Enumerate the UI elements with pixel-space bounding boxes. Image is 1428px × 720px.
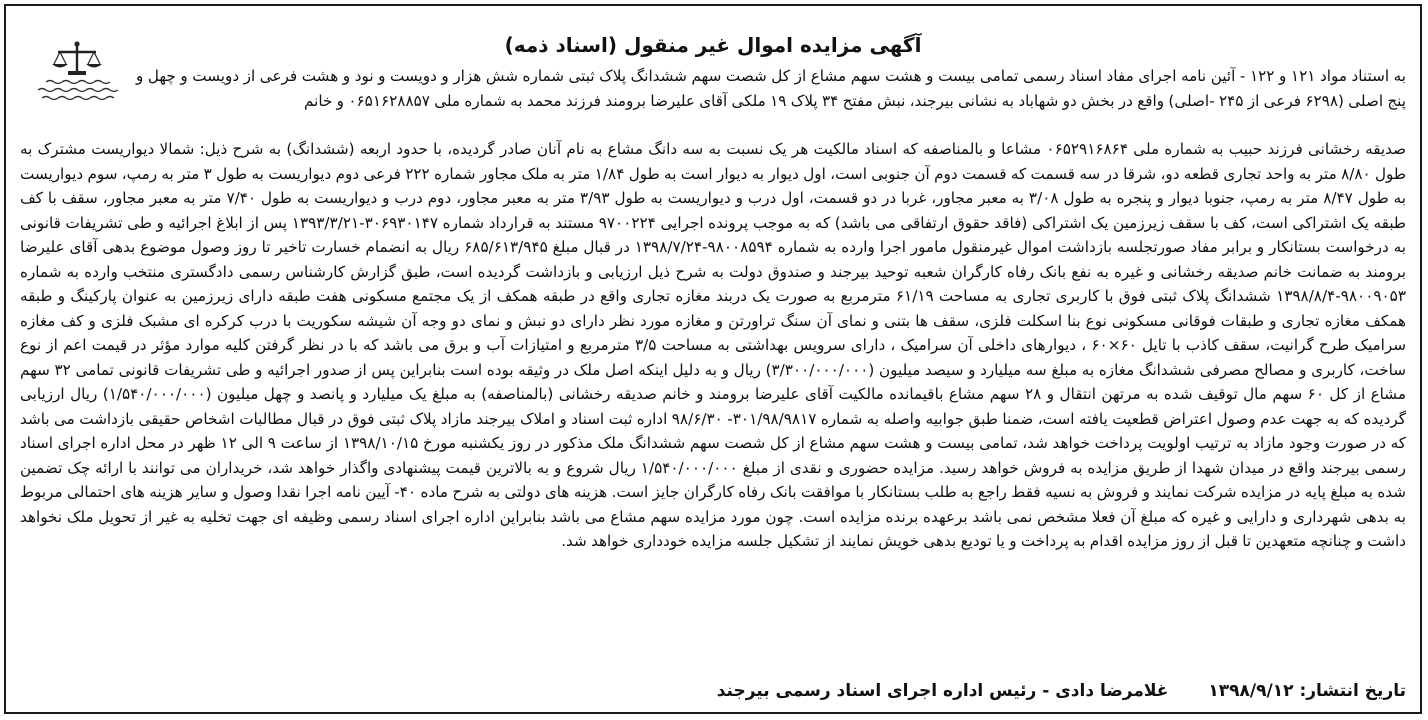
signatory: غلامرضا دادی - رئیس اداره اجرای اسناد رسمی بیرجند: [716, 681, 1169, 701]
notice-footer: [20, 678, 1406, 704]
notice-body-main-block: صدیقه رخشانی فرزند حبیب به شماره ملی ۰۶۵۲۹۱۶۸۶۴ مشاعا و بالمناصفه که اسناد مالکیت هر یک نسبت به سه دانگ مشاع به نام آنان صادر گردیده، با حدود اربعه (ششدانگ) به شرح ذیل: شمالا دیواریست مشترک به طول ۸/۸۰ متر به واحد تجاری قطعه دو، شرقا در سه قسمت که قسمت دوم آن جنوبی است، اول دیوار به دیوار است به طول ۱/۸۴ متر به ملک مجاور شماره ۲۲۲ فرعی دوم دیواریست به طول ۳ متر به رمپ، سوم دیواریست به طول ۸/۴۷ متر به رمپ، جنوبا دیوار و پنجره به طول ۳/۰۸ به معبر مجاور، غربا در دو قسمت، اول درب و دیواریست به طول ۳/۹۳ متر به معبر مجاور، دوم درب و دیواریست به طول ۷/۴۰ متر به معبر مجاور، سقف با کف طبقه یک اشتراکی است، کف با سقف زیرزمین یک اشتراکی (فاقد حقوق ارتفاقی می باشد) که به موجب پرونده اجرایی ۹۷۰۰۲۲۴ مستند به قرارداد شماره ۳۰۶۹۳۰۱۴۷-۱۳۹۳/۳/۲۱ پس از ابلاغ اجرائیه و طی تشریفات قانونی به درخواست بستانکار و برابر مفاد صورتجلسه بازداشت اموال غیرمنقول مامور اجرا وارده به شماره ۹۸۰۰۸۵۹۴-۱۳۹۸/۷/۲۴ در قبال مبلغ ۶۸۵/۶۱۳/۹۴۵ ریال به انضمام خسارت تاخیر تا روز وصول موضوع بدهی آقای علیرضا برومند به ضمانت خانم صدیقه رخشانی و غیره به نفع بانک رفاه کارگران شعبه توحید بیرجند و صندوق دولت به شرح ذیل ارزیابی و بازداشت گردیده است، طبق گزارش کارشناس رسمی دادگستری منتخب وارده به شماره ۹۸۰۰۹۰۵۳-۱۳۹۸/۸/۴ ششدانگ پلاک ثبتی فوق با کاربری تجاری به مساحت ۶۱/۱۹ مترمربع به صورت یک دربند مغازه تجاری واقع در طبقه همکف از یک مجتمع مسکونی هفت طبقه دارای زیرزمین به عنوان پارکینگ و طبقه همکف مغازه تجاری و طبقات فوقانی مسکونی نوع بنا اسکلت فلزی، سقف ها بتنی و نمای آن سنگ تراورتن و مغازه مورد نظر دارای دو نبش و نمای دو وجه آن شیشه سکوریت با درب کرکره ای مشبک فلزی و کف مغازه سرامیک طرح گرانیت، سقف کاذب با تایل ۶۰×۶۰ ، دیوارهای داخلی آن سرامیک ، دارای سرویس بهداشتی به مساحت ۳/۵ مترمربع و امتیازات آب و برق می باشد که با در نظر گرفتن کلیه موارد مؤثر در قیمت اعم از نوع ساخت، کاربری و مصالح مصرفی ششدانگ مغازه به مبلغ سه میلیارد و سیصد میلیون (۳/۳۰۰/۰۰۰/۰۰۰) ریال و به دلیل اینکه اصل ملک در وثیقه بوده است بنابراین پس از صدور اجرائیه و طی تشریفات قانونی تمامی ۳۲ سهم مشاع از کل ۶۰ سهم مال توقیف شده به مرتهن انتقال و ۲۸ سهم مشاع باقیمانده مالکیت آقای علیرضا برومند و خانم صدیقه رخشانی (بالمناصفه) به مبلغ یک میلیارد و پانصد و چهل میلیون (۱/۵۴۰/۰۰۰/۰۰۰) ریال ارزیابی گردیده که به جهت عدم وصول اعتراض قطعیت یافته است، ضمنا طبق جوابیه واصله به شماره ۳۰۱/۹۸/۹۸۱۷- ۹۸/۶/۳۰ اداره ثبت اسناد و املاک بیرجند مازاد پلاک ثبتی فوق در قبال مطالبات اشخاص حقیقی بازداشت می باشد که در صورت وجود مازاد به ترتیب اولویت پرداخت خواهد شد، تمامی بیست و هشت سهم مشاع از کل شصت سهم ششدانگ ملک مذکور در روز یکشنبه مورخ ۱۳۹۸/۱۰/۱۵ از ساعت ۹ الی ۱۲ ظهر در محل اداره اجرای اسناد رسمی بیرجند واقع در میدان شهدا از طریق مزایده به فروش خواهد رسید. مزایده حضوری و نقدی از مبلغ ۱/۵۴۰/۰۰۰/۰۰۰ ریال شروع و به بالاترین قیمت پیشنهادی واگذار خواهد شد، خریداران می توانند با ارائه چک تضمین شده به مبلغ پایه در مزایده شرکت نمایند و فروش به نسیه فقط راجع به طلب بستانکار با موافقت بانک رفاه کارگران جایز است. هزینه های دولتی به شرح ماده ۴۰- آیین نامه اجرا نقدا وصول و سایر هزینه های احتمالی مربوط به بدهی شهرداری و دارایی و غیره که مبلغ آن فعلا مشخص نمی باشد برعهده برنده مزایده است. چون مورد مزایده سهم مشاع می باشد بنابراین اداره اجرای اسناد رسمی وظیفه ای جهت تخلیه به غیر از تحویل ملک نخواهد داشت و چنانچه متعهدین تا قبل از روز مزایده اقدام به پرداخت و یا تودیع بدهی خویش نمایند از تشکیل جلسه مزایده خودداری خواهد شد.: [20, 140, 1407, 550]
notice-frame: [4, 4, 1422, 714]
publication-date-value: ۱۳۹۸/۹/۱۲: [1208, 681, 1294, 701]
registration-organization-logo: [28, 38, 126, 104]
notice-body-first-block: به استناد مواد ۱۲۱ و ۱۲۲ - آئین نامه اجرای مفاد اسناد رسمی تمامی بیست و هشت سهم مشاع از کل شصت سهم ششدانگ پلاک ثبتی شماره شش هزار و دویست و نود و هشت فرعی از دویست و چهل و پنج اصلی (۶۲۹۸ فرعی از ۲۴۵ -اصلی) واقع در بخش دو شهاباد به نشانی بیرجند، نبش مفتح ۳۴ پلاک ۱۹ ملکی آقای علیرضا برومند فرزند محمد به شماره ملی ۰۶۵۱۶۲۸۸۵۷ و خانم: [136, 67, 1406, 110]
publication-date-label: تاریخ انتشار:: [1299, 681, 1406, 701]
notice-title: آگهی مزایده اموال غیر منقول (اسناد ذمه): [504, 33, 922, 57]
